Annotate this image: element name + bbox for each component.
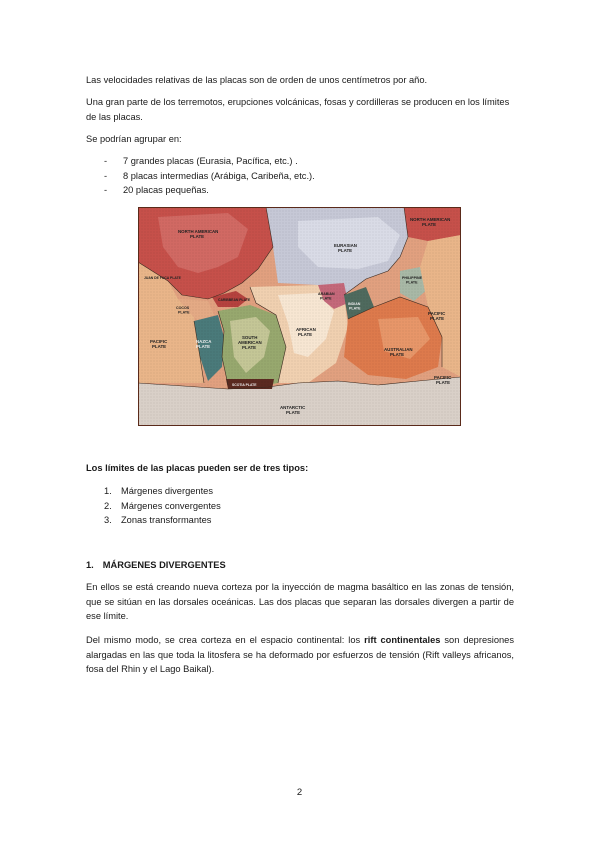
label-african: AFRICAN PLATE <box>296 327 316 337</box>
label-pacific-right: PACIFIC PLATE <box>428 311 446 321</box>
section-paragraph-1: En ellos se está creando nueva corteza por la inyección de magma basáltico en las zonas de tensión, que se sitúan en las dorsales oceánicas. Las dos placas que separan las dorsales divergen a partir de ese límite. <box>86 582 514 621</box>
list-item: 2. Márgenes convergentes <box>104 500 221 511</box>
label-eurasian: EURASIAN PLATE <box>334 243 357 253</box>
label-antarctic: ANTARCTIC PLATE <box>280 405 306 415</box>
limits-heading: Los límites de las placas pueden ser de tres tipos: <box>86 463 309 473</box>
intro-paragraph-1: Las velocidades relativas de las placas son de orden de unos centímetros por año. <box>86 75 428 85</box>
label-australian: AUSTRALIAN PLATE <box>384 347 413 357</box>
label-scotia: SCOTIA PLATE <box>232 383 257 387</box>
section-heading: 1. MÁRGENES DIVERGENTES <box>86 560 226 570</box>
label-south-american: SOUTH AMERICAN PLATE <box>238 335 262 350</box>
intro-paragraph-2: Una gran parte de los terremotos, erupciones volcánicas, fosas y cordilleras se producen en los límites de las placas. <box>86 97 510 122</box>
list-item: - 20 placas pequeñas. <box>86 183 514 198</box>
rift-term: rift continentales <box>364 635 441 645</box>
list-item: 3. Zonas transformantes <box>104 515 212 525</box>
intro-paragraph-3: Se podrían agrupar en: <box>86 134 182 144</box>
label-philippine: PHILIPPINE PLATE <box>402 276 422 285</box>
label-nazca: NAZCA PLATE <box>196 339 212 349</box>
label-arabian: ARABIAN PLATE <box>318 292 335 301</box>
label-pacific-lower: PACIFIC PLATE <box>434 375 452 385</box>
label-indian: INDIAN PLATE <box>348 302 361 311</box>
list-item: - 8 placas intermedias (Arábiga, Caribeña, etc.). <box>86 169 514 184</box>
label-north-american: NORTH AMERICAN PLATE <box>178 229 219 239</box>
label-pacific-left: PACIFIC PLATE <box>150 339 168 349</box>
label-caribbean: CARIBBEAN PLATE <box>218 298 251 302</box>
plate-map-svg <box>138 207 461 426</box>
section-paragraph-2: Del mismo modo, se crea corteza en el espacio continental: los rift continentales son depresiones alargadas en las que toda la litosfera se ha deformado por esfuerzos de tensión (Rift valleys africanos, fosa del Rhin y el Lago Baikal). <box>86 635 514 674</box>
list-item: 1. Márgenes divergentes <box>104 486 213 496</box>
label-north-american-right: NORTH AMERICAN PLATE <box>410 217 451 227</box>
tectonic-plates-map <box>138 207 461 426</box>
label-juan-de-fuca: JUAN DE FUCA PLATE <box>144 276 181 280</box>
plate-groups-list <box>86 154 514 198</box>
limits-list <box>86 484 514 528</box>
label-cocos: COCOS PLATE <box>176 306 190 315</box>
list-item: - 7 grandes placas (Eurasia, Pacífica, etc.) . <box>86 154 514 169</box>
page-number: 2 <box>296 787 303 798</box>
